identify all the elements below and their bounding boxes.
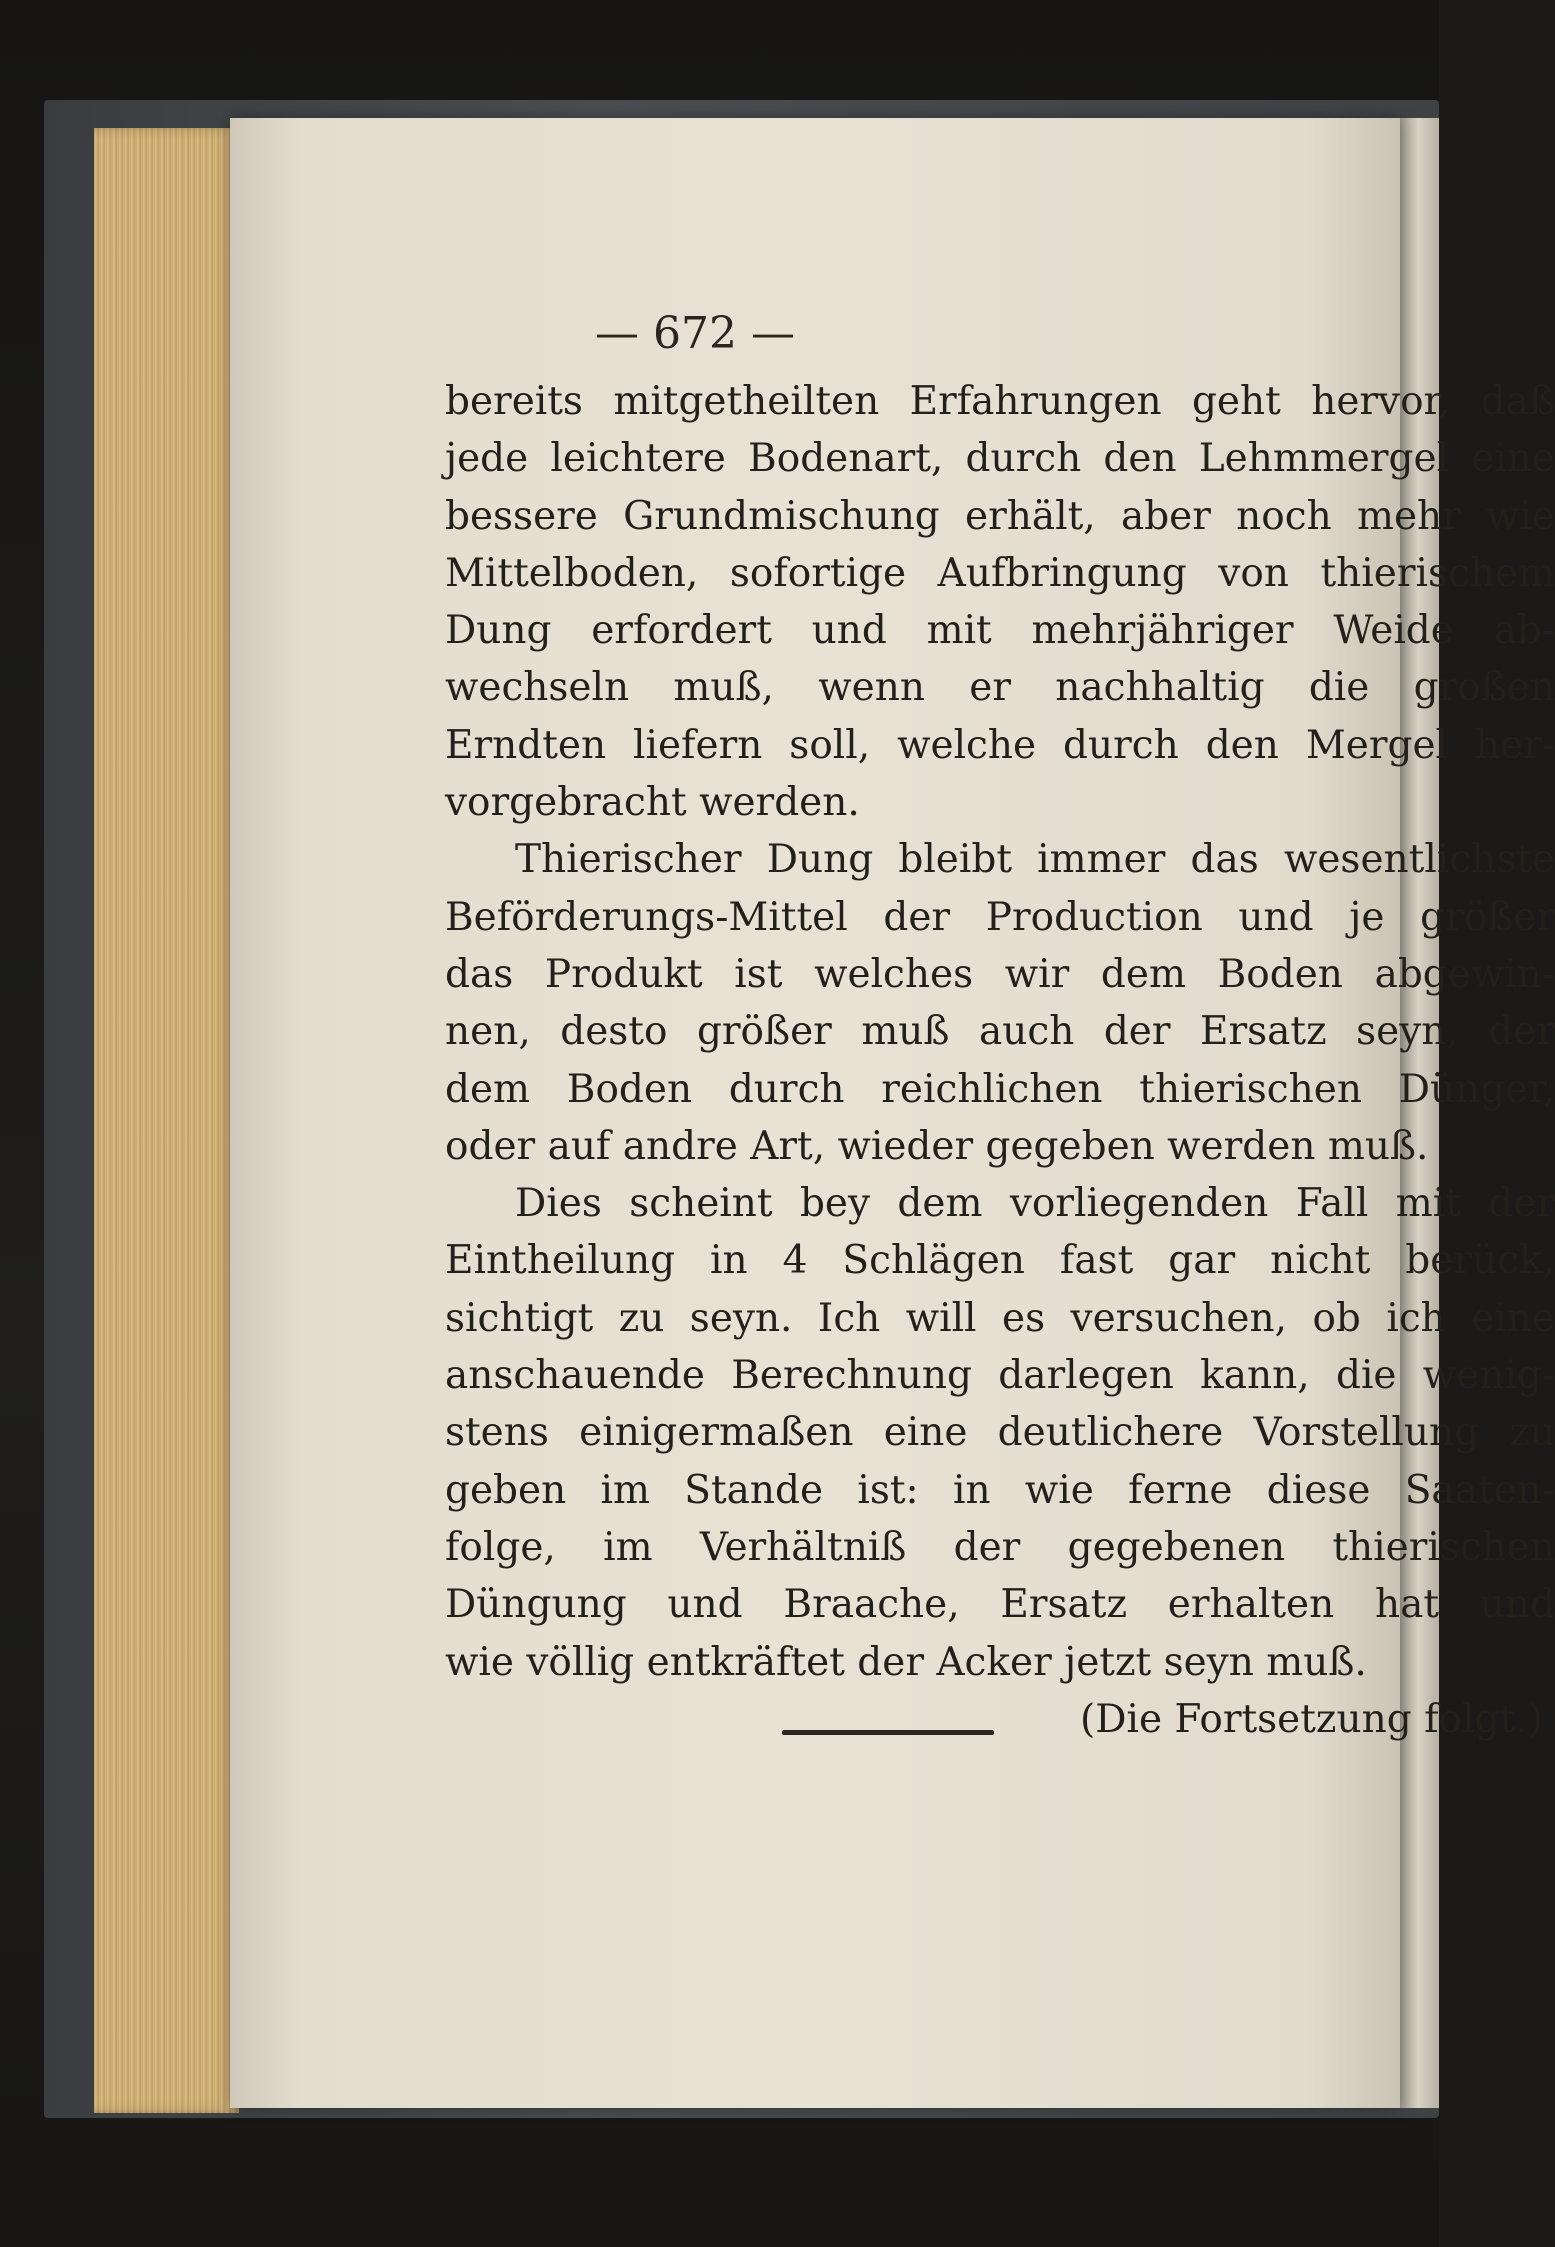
book-page	[230, 118, 1555, 2108]
text-line: Mittelboden, sofortige Aufbringung von thierischem	[445, 550, 1555, 596]
text-line: Dies scheint bey dem vorliegenden Fall mit der	[515, 1181, 1555, 1227]
text-line: Beförderungs-Mittel der Production und je größer	[445, 894, 1555, 940]
text-line: sichtigt zu seyn. Ich will es versuchen, ob ich eine	[445, 1295, 1555, 1341]
text-line: folge, im Verhältniß der gegebenen thierischen	[445, 1524, 1555, 1570]
text-line: vorgebracht werden.	[445, 780, 860, 826]
text-line: geben im Stande ist: in wie ferne diese Saaten-	[445, 1467, 1555, 1513]
text-line: Erndten liefern soll, welche durch den Mergel her-	[445, 722, 1555, 768]
page-body	[445, 373, 1555, 1748]
text-line: das Produkt ist welches wir dem Boden abgewin-	[445, 951, 1555, 997]
text-line: Thierischer Dung bleibt immer das wesentlichste	[515, 837, 1555, 883]
text-line: Düngung und Braache, Ersatz erhalten hat und	[445, 1582, 1555, 1628]
continuation-note: (Die Fortsetzung folgt.)	[1080, 1696, 1543, 1742]
text-line: wie völlig entkräftet der Acker jetzt seyn muß.	[445, 1639, 1367, 1685]
text-line: anschauende Berechnung darlegen kann, die wenig-	[445, 1353, 1555, 1399]
text-line: bessere Grundmischung erhält, aber noch mehr wie	[445, 493, 1555, 539]
text-line: wechseln muß, wenn er nachhaltig die großen	[445, 665, 1555, 711]
text-line: dem Boden durch reichlichen thierischen Dünger,	[445, 1066, 1555, 1112]
text-line: Eintheilung in 4 Schlägen fast gar nicht berück,	[445, 1238, 1555, 1284]
text-line: nen, desto größer muß auch der Ersatz seyn, der	[445, 1009, 1555, 1055]
page-edges	[94, 128, 239, 2113]
text-line: stens einigermaßen eine deutlichere Vorstellung zu	[445, 1410, 1555, 1456]
text-line: jede leichtere Bodenart, durch den Lehmmergel eine	[445, 436, 1555, 482]
text-line: Dung erfordert und mit mehrjähriger Weide ab-	[445, 608, 1555, 654]
text-line: oder auf andre Art, wieder gegeben werden muß.	[445, 1123, 1429, 1169]
section-rule	[782, 1730, 994, 1735]
page-header: — 672 —	[595, 308, 795, 359]
text-line: bereits mitgetheilten Erfahrungen geht hervor, daß	[445, 379, 1555, 424]
